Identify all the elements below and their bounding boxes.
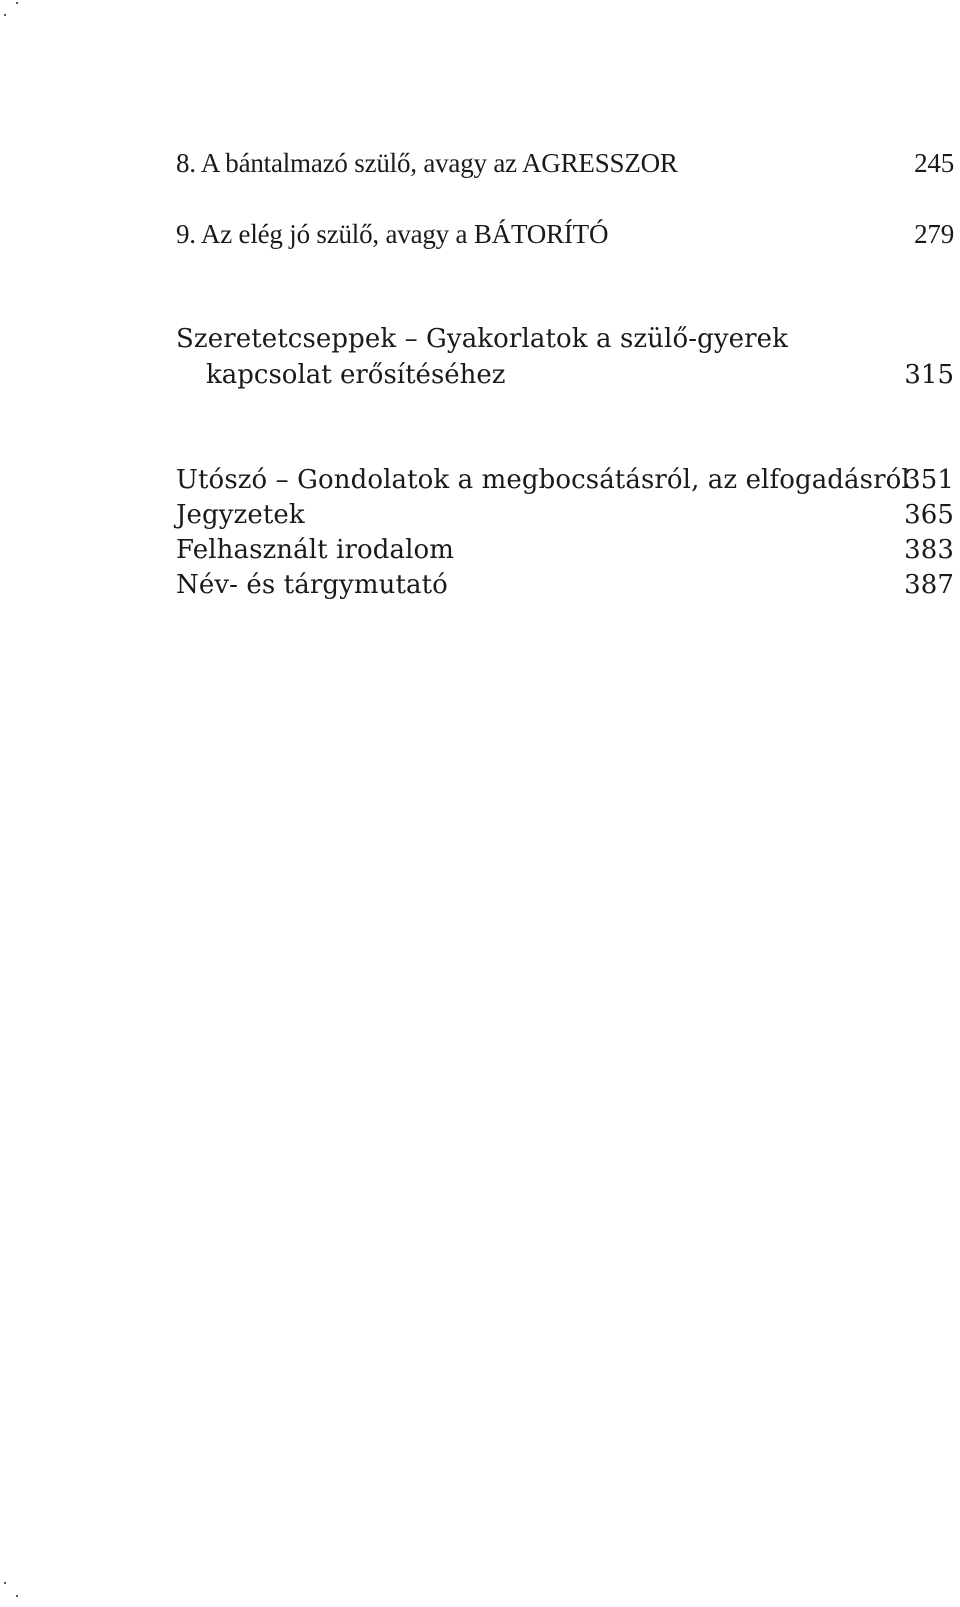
toc-entry-title: Jegyzetek	[176, 500, 305, 530]
toc-entry-page: 351	[904, 465, 954, 495]
toc-entry-title: Név- és tárgymutató	[176, 570, 448, 600]
toc-entry-title: Szeretetcseppek – Gyakorlatok a szülő-gyerek	[176, 324, 788, 354]
toc-entry-page: 387	[904, 570, 954, 600]
toc-entry-page: 383	[904, 535, 954, 565]
toc-entry-title: Utószó – Gondolatok a megbocsátásról, az elfogadásról	[176, 465, 910, 495]
toc-entry-page: 245	[914, 148, 954, 178]
toc-entry-page: 315	[904, 360, 954, 390]
crop-mark	[16, 1595, 18, 1597]
toc-entry-title: Felhasznált irodalom	[176, 535, 455, 565]
crop-mark	[16, 2, 18, 4]
crop-mark	[4, 1582, 6, 1584]
toc-entry-title-cont: kapcsolat erősítéséhez	[206, 360, 506, 390]
toc-entry-page: 279	[914, 219, 954, 249]
toc-entry-page: 365	[904, 500, 954, 530]
toc-entry-title: 9. Az elég jó szülő, avagy a BÁTORÍTÓ	[176, 219, 609, 249]
toc-entry-title: 8. A bántalmazó szülő, avagy az AGRESSZOR	[176, 148, 678, 178]
crop-mark	[4, 14, 6, 16]
